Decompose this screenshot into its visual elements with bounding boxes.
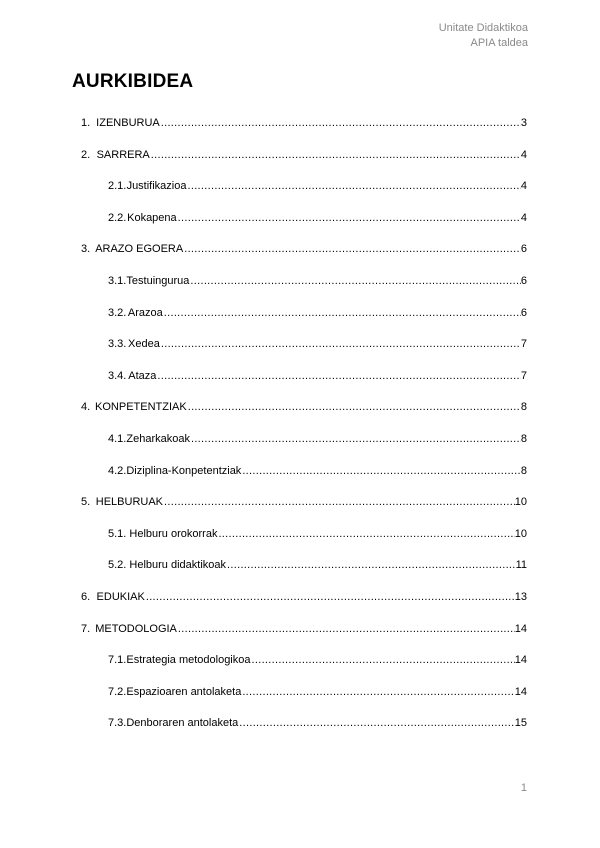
- toc-entry[interactable]: [108, 685, 527, 699]
- toc-entry[interactable]: [81, 242, 527, 256]
- toc-entry[interactable]: [108, 306, 527, 320]
- toc-entry-number: 1.: [81, 117, 91, 129]
- toc-entry-title: ARAZO EGOERA: [95, 243, 184, 256]
- toc-entry-title: 5.2. Helburu didaktikoak: [108, 559, 227, 572]
- header-team-name: APIA taldea: [470, 37, 528, 49]
- toc-entry-page: 10: [514, 496, 527, 509]
- toc-entry-title: Estrategia metodologikoa: [126, 654, 251, 667]
- toc-entry-title: Justifikazioa: [126, 180, 187, 193]
- toc-entry-page: 8: [520, 401, 527, 414]
- toc-entry-page: 4: [520, 148, 527, 161]
- toc-entry-page: 14: [514, 622, 527, 635]
- toc-entry-title: Espazioaren antolaketa: [126, 685, 242, 698]
- toc-entry-page: 4: [520, 211, 527, 224]
- toc-entry-title: METODOLOGIA: [95, 622, 177, 635]
- toc-entry-page: 6: [520, 275, 527, 287]
- toc-entry-page: 4: [520, 180, 527, 193]
- toc-entry-number: 2.: [81, 148, 91, 161]
- toc-dot-leader: [227, 558, 516, 572]
- toc-entry[interactable]: [81, 400, 527, 414]
- toc-entry-number: 7.2.: [108, 685, 127, 698]
- header-document-title: Unitate Didaktikoa: [438, 22, 528, 34]
- toc-entry-page: 7: [520, 338, 527, 351]
- toc-dot-leader: [164, 306, 521, 320]
- toc-entry[interactable]: [108, 653, 527, 667]
- toc-entry-title: SARRERA: [96, 148, 150, 161]
- toc-entry-title: IZENBURUA: [96, 117, 160, 129]
- toc-entry-page: 6: [520, 243, 527, 256]
- toc-entry-page: 3: [520, 117, 527, 129]
- toc-entry[interactable]: [108, 337, 527, 351]
- toc-entry[interactable]: [81, 148, 527, 162]
- toc-entry[interactable]: [81, 116, 527, 130]
- toc-dot-leader: [184, 242, 521, 256]
- toc-entry-number: 3.4.: [108, 369, 127, 382]
- toc-entry-number: 7.3.: [108, 717, 127, 730]
- toc-dot-leader: [151, 148, 521, 162]
- toc-entry[interactable]: [108, 369, 527, 383]
- toc-entry-title: Zeharkakoak: [126, 433, 190, 445]
- toc-entry-title: Denboraren antolaketa: [126, 717, 239, 730]
- toc-entry-title: Testuingurua: [126, 275, 190, 287]
- toc-entry-number: 3.: [81, 243, 91, 256]
- toc-entry[interactable]: [108, 527, 527, 541]
- toc-dot-leader: [187, 179, 520, 193]
- toc-dot-leader: [161, 116, 521, 130]
- toc-entry[interactable]: [81, 495, 527, 509]
- toc-dot-leader: [242, 685, 514, 699]
- toc-entry-title: Xedea: [128, 338, 160, 351]
- toc-entry-title: HELBURUAK: [95, 496, 164, 509]
- toc-entry[interactable]: [108, 432, 527, 446]
- toc-dot-leader: [161, 337, 521, 351]
- toc-dot-leader: [242, 464, 521, 478]
- toc-entry-title: Diziplina-Konpetentziak: [126, 464, 242, 477]
- toc-entry-page: 10: [514, 527, 527, 540]
- toc-entry-title: Ataza: [128, 369, 157, 382]
- toc-entry-page: 11: [515, 559, 527, 572]
- toc-dot-leader: [157, 369, 521, 383]
- toc-entry-page: 15: [514, 717, 527, 730]
- page-number: 1: [520, 782, 527, 794]
- toc-entry[interactable]: [108, 211, 527, 225]
- toc-entry-number: 4.: [81, 401, 91, 414]
- toc-entry-page: 7: [520, 369, 527, 382]
- toc-entry-page: 14: [514, 685, 527, 698]
- toc-entry-title: Arazoa: [127, 306, 163, 319]
- toc-entry-number: 6.: [81, 591, 91, 603]
- toc-entry[interactable]: [108, 179, 527, 193]
- toc-entry-number: 4.2.: [108, 464, 127, 477]
- toc-entry-page: 13: [514, 591, 527, 603]
- toc-entry-title: EDUKIAK: [96, 591, 145, 603]
- toc-entry[interactable]: [108, 558, 527, 572]
- toc-entry-number: 3.2.: [108, 306, 127, 319]
- toc-dot-leader: [164, 495, 515, 509]
- toc-dot-leader: [178, 622, 515, 636]
- toc-dot-leader: [239, 716, 514, 730]
- toc-entry-title: 5.1. Helburu orokorrak: [108, 527, 218, 540]
- toc-entry-number: 7.1.: [108, 654, 127, 667]
- toc-entry-page: 8: [520, 464, 527, 477]
- toc-dot-leader: [146, 590, 515, 604]
- toc-entry-number: 7.: [81, 622, 91, 635]
- toc-entry-number: 5.: [81, 496, 91, 509]
- toc-entry-number: 2.2.: [108, 211, 127, 224]
- toc-dot-leader: [188, 400, 521, 414]
- toc-entry[interactable]: [108, 274, 527, 288]
- toc-dot-leader: [190, 274, 520, 288]
- toc-entry-number: 3.1.: [108, 275, 127, 287]
- toc-dot-leader: [191, 432, 521, 446]
- toc-entry-title: KONPETENTZIAK: [95, 401, 187, 414]
- toc-entry[interactable]: [108, 716, 527, 730]
- toc-entry-number: 3.3.: [108, 338, 127, 351]
- toc-entry-number: 2.1.: [108, 180, 127, 193]
- toc-entry-title: Kokapena: [127, 211, 177, 224]
- toc-entry[interactable]: [81, 622, 527, 636]
- toc-heading: AURKIBIDEA: [72, 71, 194, 92]
- toc-dot-leader: [218, 527, 514, 541]
- toc-entry[interactable]: [108, 464, 527, 478]
- toc-dot-leader: [178, 211, 521, 225]
- toc-entry-page: 14: [514, 654, 527, 667]
- toc-entry-number: 4.1.: [108, 433, 127, 445]
- toc-entry-page: 8: [520, 433, 527, 445]
- toc-entry-page: 6: [520, 306, 527, 319]
- toc-entry[interactable]: [81, 590, 527, 604]
- toc-dot-leader: [252, 653, 515, 667]
